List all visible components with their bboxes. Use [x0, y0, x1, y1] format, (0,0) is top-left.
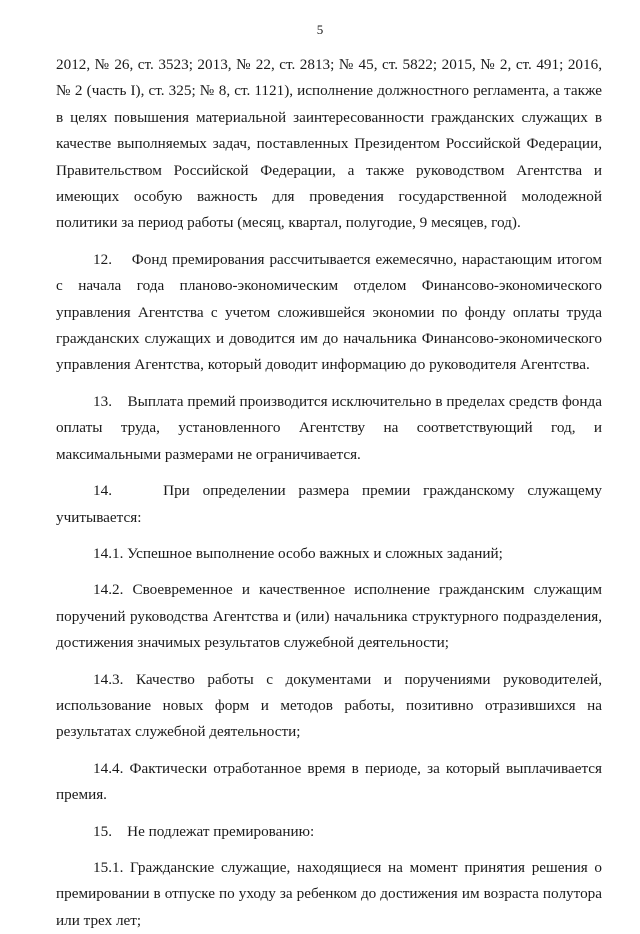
paragraph-14-3: 14.3. Качество работы с документами и поручениями руководителей, использование новых форм и методов работы, позитивно отразившихся на результатах служебной деятельности;	[56, 670, 602, 741]
document-body	[56, 52, 602, 934]
paragraph-15-1: 15.1. Гражданские служащие, находящиеся на момент принятия решения о премировании в отпуске по уходу за ребенком до достижения им возраста полутора или трех лет;	[56, 858, 602, 929]
paragraph-14-1: 14.1. Успешное выполнение особо важных и сложных заданий;	[93, 544, 503, 562]
paragraph-14: 14. При определении размера премии гражданскому служащему учитывается:	[56, 482, 602, 526]
paragraph-12: 12. Фонд премирования рассчитывается ежемесячно, нарастающим итогом с начала года планово-экономическим отделом Финансово-экономического управления Агентства с учетом сложившейся экономии по фонду оплаты труда гражданских служащих и доводится им до начальника Финансово-экономического управления Агентства, который доводит информацию до руководителя Агентства.	[56, 250, 602, 374]
paragraph-15: 15. Не подлежат премированию:	[93, 822, 315, 840]
paragraph-continuation: 2012, № 26, ст. 3523; 2013, № 22, ст. 2813; № 45, ст. 5822; 2015, № 2, ст. 491; 2016, № 2 (часть I), ст. 325; № 8, ст. 1121), исполнение должностного регламента, а также в целях повышения материальной заинтересованности гражданских служащих в качестве выполняемых задач, поставленных Президентом Российской Федерации, Правительством Российской Федерации, а также руководством Агентства и имеющих особую важность для проведения государственной молодежной политики за период работы (месяц, квартал, полугодие, 9 месяцев, год).	[56, 56, 602, 232]
page-number: 5	[316, 22, 324, 37]
paragraph-14-4: 14.4. Фактически отработанное время в периоде, за который выплачивается премия.	[56, 759, 602, 804]
paragraph-14-2: 14.2. Своевременное и качественное исполнение гражданским служащим поручений руководства Агентства и (или) начальника структурного подразделения, достижения значимых результатов служебной деятельности;	[56, 581, 602, 652]
paragraph-13: 13. Выплата премий производится исключительно в пределах средств фонда оплаты труда, установленного Агентству на соответствующий год, и максимальными размерами не ограничивается.	[56, 392, 602, 463]
